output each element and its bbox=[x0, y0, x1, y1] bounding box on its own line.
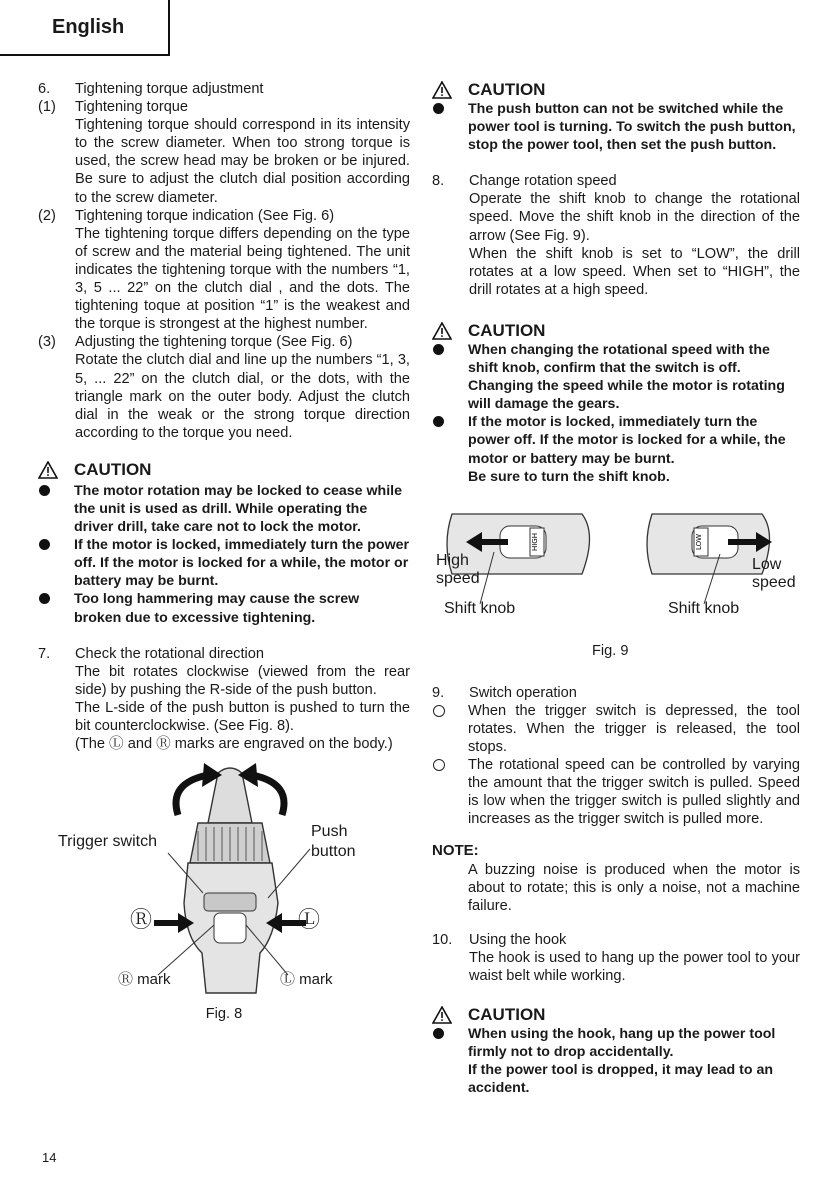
bullet-icon bbox=[433, 416, 444, 427]
caution-text: If the motor is locked, immediately turn the power off. If the motor is locked for a while, the motor or battery may be burnt. bbox=[468, 414, 786, 467]
section-number: 6. bbox=[38, 81, 51, 97]
bullet-icon bbox=[433, 103, 444, 114]
high-tag: HIGH bbox=[531, 532, 539, 551]
note-body: A buzzing noise is produced when the motor is about to rotate; this is only a noise, not a machine failure. bbox=[468, 861, 800, 914]
section-body: (The Ⓛ and Ⓡ marks are engraved on the body.) bbox=[75, 736, 393, 753]
switch-text: The rotational speed can be controlled by varying the amount that the trigger switch is pulled. Speed is low when the trigger switch is pulled slightly and increases as the trigger switch is pulled more. bbox=[468, 757, 800, 828]
speed-label: speed bbox=[752, 573, 796, 591]
bullet-icon bbox=[39, 593, 50, 604]
low-tag: LOW bbox=[695, 533, 703, 550]
figure-label: Fig. 9 bbox=[592, 642, 629, 659]
caution-item bbox=[38, 482, 410, 536]
section-title: Change rotation speed bbox=[469, 173, 617, 190]
caution-text: If the motor is locked, immediately turn the power off. If the motor is locked for a while, the motor or battery may be burnt. bbox=[74, 537, 410, 590]
subsection-title: Tightening torque bbox=[75, 99, 189, 116]
left-column bbox=[38, 80, 410, 1053]
high-label: High bbox=[436, 551, 469, 569]
subsection-number: (2) bbox=[38, 207, 56, 224]
caution-text: When changing the rotational speed with the shift knob, confirm that the switch is off. bbox=[468, 341, 770, 377]
shift-knob-illustration bbox=[432, 504, 800, 614]
caution-text: When using the hook, hang up the power tool firmly not to drop accidentally. bbox=[468, 1026, 776, 1061]
section-title: Switch operation bbox=[469, 684, 577, 701]
section-8 bbox=[432, 172, 800, 299]
section-9 bbox=[432, 684, 800, 702]
figure-label: Fig. 8 bbox=[205, 1006, 243, 1023]
caution-title: CAUTION bbox=[468, 320, 546, 340]
note-title: NOTE: bbox=[432, 842, 479, 860]
subsection-title: Adjusting the tightening torque (See Fig. 6) bbox=[75, 334, 353, 351]
switch-text: When the trigger switch is depressed, the tool rotates. When the trigger is released, the tool stops. bbox=[468, 702, 800, 755]
caution-text: Too long hammering may cause the screw broken due to excessive tightening. bbox=[74, 591, 360, 626]
circle-bullet-icon bbox=[433, 759, 445, 771]
caution-text: If the power tool is dropped, it may lead to an accident. bbox=[468, 1062, 774, 1097]
section-number: 9. bbox=[432, 684, 445, 701]
caution-item bbox=[432, 100, 800, 154]
subsection-body: Rotate the clutch dial and line up the numbers “1, 3, 5, ... 22” on the clutch dial, or the dots, with the triangle mark on the outer body. Adjust the clutch dial in the weak or the strong torque direction according to the torque you need. bbox=[75, 352, 410, 441]
subsection-body: The tightening torque differs depending on the type of screw and the material being tightened. The unit indicates the tightening torque with the numbers “1, 3, 5 ... 22” on the clutch dial , and the dots. The tightening toque at position “1” is the weakest and the torque is strongest at the highest number. bbox=[75, 225, 410, 333]
section-body: Operate the shift knob to change the rotational speed. Move the shift knob in the direction of the arrow (See Fig. 9). bbox=[469, 191, 800, 244]
section-number: 8. bbox=[432, 173, 445, 190]
caution-title: CAUTION bbox=[468, 80, 546, 99]
section-6-2 bbox=[38, 207, 410, 334]
page-number: 14 bbox=[42, 1150, 57, 1165]
push-button-label: button bbox=[311, 843, 356, 861]
drill-illustration bbox=[38, 753, 410, 1013]
language-tab bbox=[0, 0, 170, 56]
subsection-number: (1) bbox=[38, 99, 56, 116]
caution-text: The push button can not be switched while the power tool is turning. To switch the push button, stop the power tool, then set the push button. bbox=[468, 101, 796, 154]
caution-text: Be sure to turn the shift knob. bbox=[468, 468, 670, 485]
section-6-1 bbox=[38, 98, 410, 207]
caution-heading bbox=[38, 460, 410, 480]
r-mark-label: Ⓡ mark bbox=[118, 971, 171, 989]
section-title: Tightening torque adjustment bbox=[75, 81, 264, 97]
shift-knob-label: Shift knob bbox=[444, 599, 516, 617]
r-mark-symbol: Ⓡ bbox=[130, 907, 153, 933]
circle-bullet-icon bbox=[433, 705, 445, 717]
section-body: The bit rotates clockwise (viewed from the rear side) by pushing the R-side of the push button. bbox=[75, 663, 410, 698]
shift-knob-label: Shift knob bbox=[668, 599, 740, 617]
caution-text: The motor rotation may be locked to cease while the unit is used as drill. While operating the driver drill, take care not to lock the motor. bbox=[74, 482, 402, 536]
bullet-icon bbox=[39, 539, 50, 550]
switch-item bbox=[432, 702, 800, 756]
l-mark-label: Ⓛ mark bbox=[280, 971, 333, 989]
caution-heading bbox=[432, 321, 800, 341]
section-7 bbox=[38, 645, 410, 754]
caution-item bbox=[38, 536, 410, 590]
bullet-icon bbox=[39, 485, 50, 496]
figure-9 bbox=[432, 504, 800, 684]
language-label: English bbox=[52, 16, 125, 38]
warning-triangle-icon bbox=[432, 1006, 452, 1024]
section-body: The L-side of the push button is pushed to turn the bit counterclockwise. (See Fig. 8). bbox=[75, 699, 410, 734]
warning-triangle-icon bbox=[38, 461, 58, 479]
low-label: Low bbox=[752, 555, 782, 573]
caution-text: Changing the speed while the motor is rotating will damage the gears. bbox=[468, 378, 785, 413]
section-body: The hook is used to hang up the power tool to your waist belt while working. bbox=[469, 949, 800, 984]
right-column bbox=[432, 80, 800, 1097]
warning-triangle-icon bbox=[432, 81, 452, 99]
caution-item bbox=[432, 341, 800, 413]
section-6-heading bbox=[38, 80, 410, 98]
push-button-label: Push bbox=[311, 823, 348, 841]
trigger-switch-label: Trigger switch bbox=[58, 833, 157, 851]
section-number: 7. bbox=[38, 645, 51, 662]
caution-heading bbox=[432, 80, 800, 100]
caution-title: CAUTION bbox=[468, 1005, 546, 1025]
warning-triangle-icon bbox=[432, 322, 452, 340]
subsection-number: (3) bbox=[38, 334, 56, 351]
bullet-icon bbox=[433, 1028, 444, 1039]
switch-item bbox=[432, 756, 800, 828]
section-title: Check the rotational direction bbox=[75, 645, 265, 662]
caution-item bbox=[432, 1025, 800, 1097]
bullet-icon bbox=[433, 344, 444, 355]
section-body: When the shift knob is set to “LOW”, the drill rotates at a low speed. When set to “HIGH”, the drill rotates at a high speed. bbox=[469, 245, 800, 298]
speed-label: speed bbox=[436, 569, 480, 587]
section-10 bbox=[432, 931, 800, 985]
caution-title: CAUTION bbox=[74, 459, 152, 479]
figure-8 bbox=[38, 753, 410, 1053]
caution-item bbox=[432, 413, 800, 485]
subsection-title: Tightening torque indication (See Fig. 6) bbox=[75, 207, 335, 224]
section-number: 10. bbox=[432, 931, 453, 948]
l-mark-symbol: Ⓛ bbox=[298, 907, 321, 933]
caution-item bbox=[38, 590, 410, 626]
caution-heading bbox=[432, 1005, 800, 1025]
subsection-body: Tightening torque should correspond in its intensity to the screw diameter. When too strong torque is used, the screw head may be broken or be injured. Be sure to adjust the clutch dial position according to the screw diameter. bbox=[75, 117, 410, 206]
section-6-3 bbox=[38, 333, 410, 442]
section-title: Using the hook bbox=[469, 931, 567, 948]
